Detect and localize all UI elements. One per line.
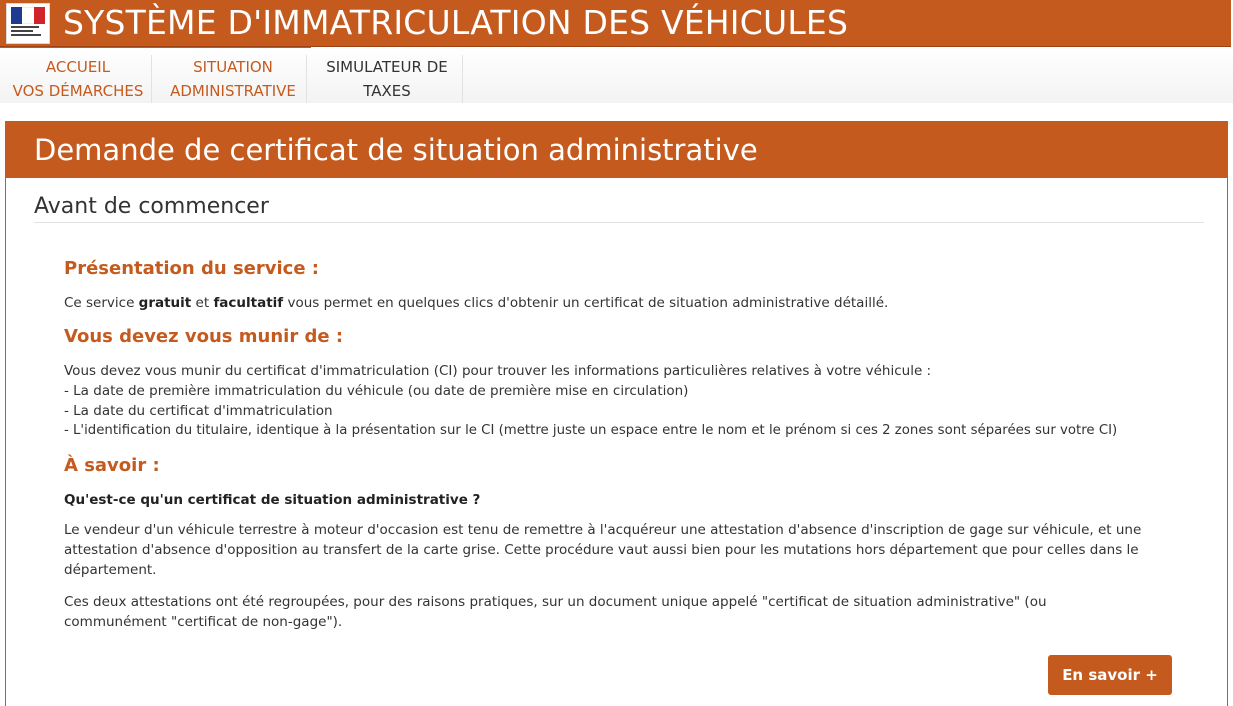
munir-heading: Vous devez vous munir de : (64, 326, 344, 347)
panel-header (6, 122, 1227, 178)
savoir-paragraph-2: Ces deux attestations ont été regroupées, pour des raisons pratiques, sur un document unique appelé "certificat de situation administrative" (ou communément "certificat de non-gage"). (64, 594, 1047, 630)
nav-item-simulateur-taxes[interactable] (312, 55, 463, 103)
nav-item-label-line1: SITUATION (193, 58, 273, 76)
main-nav (0, 47, 1233, 103)
presentation-heading: Présentation du service : (64, 258, 319, 279)
nav-item-label-line1: SIMULATEUR DE (326, 58, 448, 76)
nav-item-label-line2: ADMINISTRATIVE (170, 82, 296, 100)
presentation-text (64, 293, 888, 313)
presentation-bold-facultatif: facultatif (213, 295, 284, 311)
munir-list-item: - La date du certificat d'immatriculation (64, 403, 333, 419)
presentation-text-part: Ce service (64, 295, 139, 311)
nav-item-label-line2: VOS DÉMARCHES (12, 82, 144, 100)
flag-icon (11, 7, 45, 24)
nav-item-label-line2: TAXES (363, 82, 411, 100)
munir-intro: Vous devez vous munir du certificat d'immatriculation (CI) pour trouver les informations particulières relatives à votre véhicule : (64, 363, 932, 379)
main-panel (5, 121, 1228, 706)
nav-active-underline (0, 47, 311, 48)
section-title: Avant de commencer (34, 194, 269, 219)
nav-item-situation-administrative[interactable] (160, 55, 307, 103)
marianne-logo[interactable] (6, 3, 50, 44)
savoir-question: Qu'est-ce qu'un certificat de situation administrative ? (64, 492, 481, 508)
nav-item-label-line1: ACCUEIL (45, 58, 111, 76)
munir-list-item: - La date de première immatriculation du véhicule (ou date de première mise en circulation) (64, 383, 689, 399)
nav-item-accueil[interactable] (5, 55, 152, 103)
logo-text-lines (11, 26, 45, 42)
section-divider (34, 222, 1204, 223)
savoir-heading: À savoir : (64, 455, 160, 476)
page-title: Demande de certificat de situation administrative (34, 133, 758, 167)
site-title: SYSTÈME D'IMMATRICULATION DES VÉHICULES (63, 3, 849, 42)
top-header-bar (0, 0, 1231, 47)
presentation-text-part: et (191, 295, 214, 311)
presentation-text-part: vous permet en quelques clics d'obtenir un certificat de situation administrative détaillé. (283, 295, 889, 311)
en-savoir-plus-button[interactable]: En savoir + (1048, 655, 1172, 695)
munir-list-item: - L'identification du titulaire, identique à la présentation sur le CI (mettre juste un espace entre le nom et le prénom si ces 2 zones sont séparées sur votre CI) (64, 423, 1118, 438)
savoir-paragraph-1: Le vendeur d'un véhicule terrestre à moteur d'occasion est tenu de remettre à l'acquéreur une attestation d'absence d'inscription de gage sur véhicule, et une attestation d'absence d'opposition au transfert de la carte grise. Cette procédure vaut aussi bien pour les mutations hors département que pour celles dans le département. (64, 522, 1142, 578)
presentation-bold-gratuit: gratuit (138, 295, 192, 311)
